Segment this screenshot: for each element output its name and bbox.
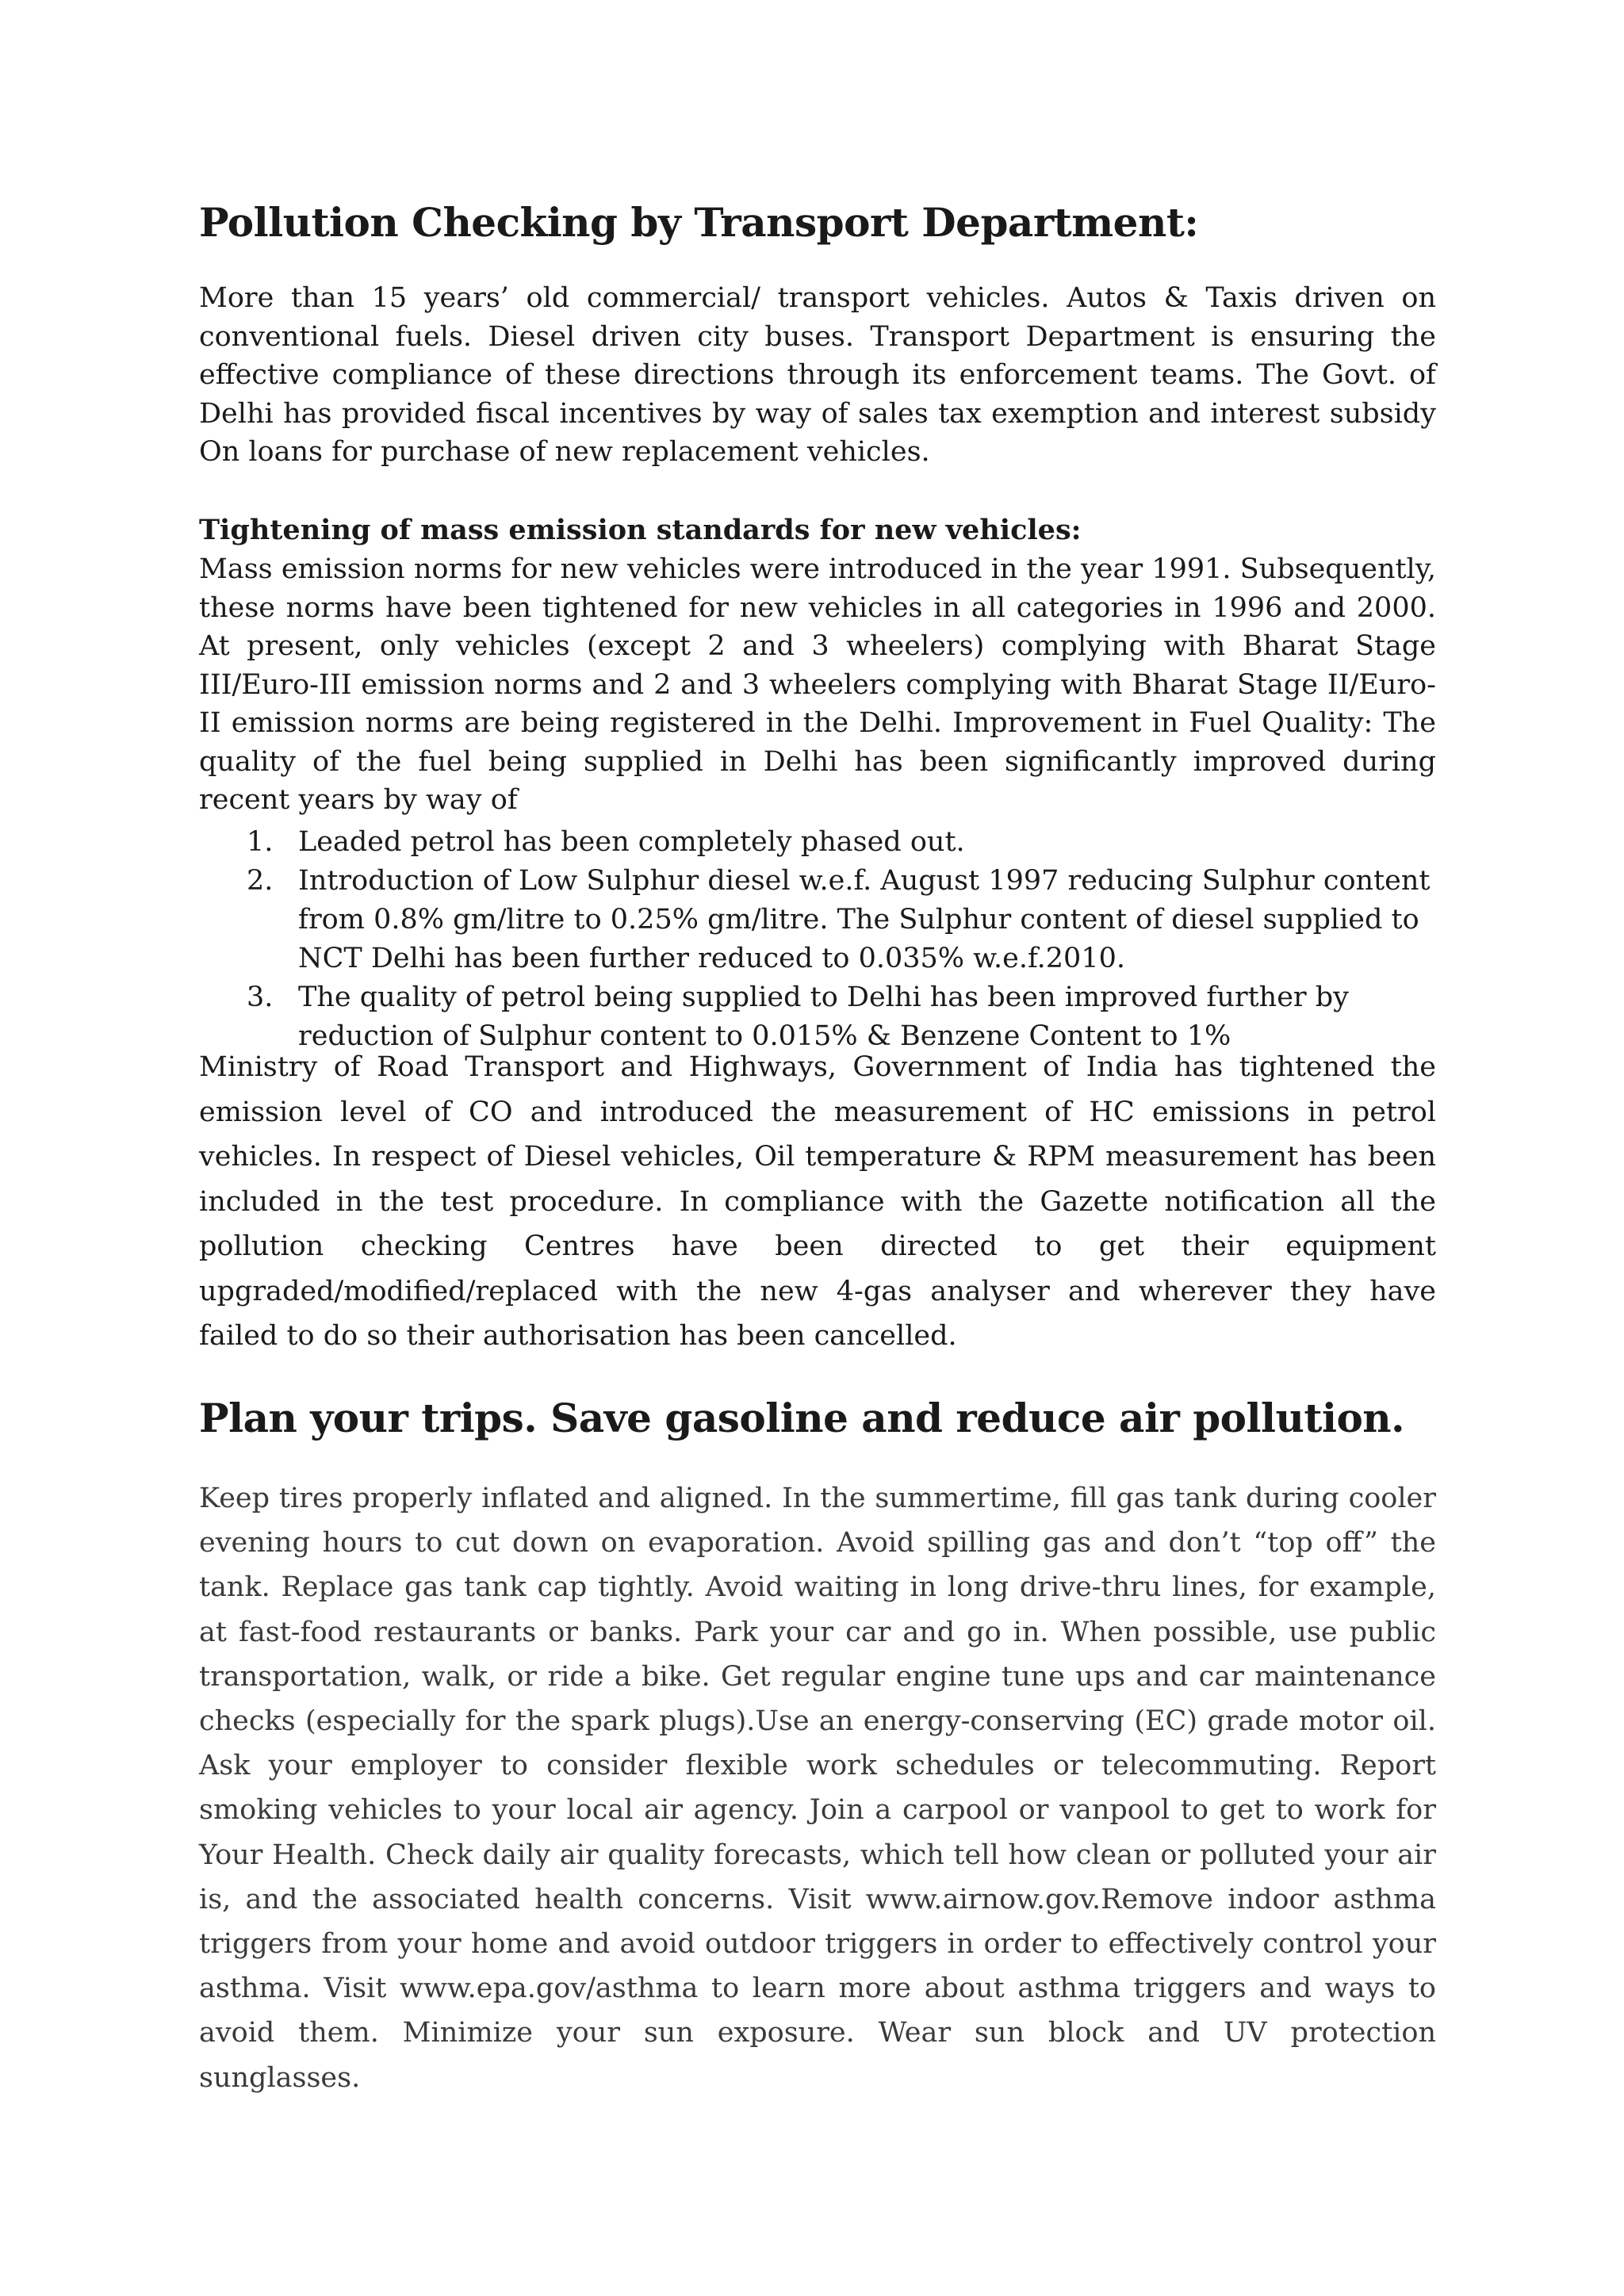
section-heading-pollution-checking: Pollution Checking by Transport Department: <box>199 199 1199 246</box>
list-item-text: Introduction of Low Sulphur diesel w.e.f. August 1997 reducing Sulphur content from 0.8% gm/litre to 0.25% gm/litre. The Sulphur content of diesel supplied to NCT Delhi has been further reduced to 0.035% w.e.f.2010. <box>298 865 1431 974</box>
paragraph-ministry-compliance: Ministry of Road Transport and Highways, Government of India has tightened the emission level of CO and introduced the measurement of HC emissions in petrol vehicles. In respect of Diesel vehicles, Oil temperature & RPM measurement has been included in the test procedure. In compliance with the Gazette notification all the pollution checking Centres have been directed to get their equipment upgraded/modified/replaced with the new 4-gas analyser and wherever they have failed to do so their authorisation has been cancelled. <box>199 1051 1436 1352</box>
list-item <box>199 862 1436 978</box>
paragraph-emission-norms: Mass emission norms for new vehicles were introduced in the year 1991. Subsequently, these norms have been tightened for new vehicles in all categories in 1996 and 2000. At present, only vehicles (except 2 and 3 wheelers) complying with Bharat Stage III/Euro-III emission norms and 2 and 3 wheelers complying with Bharat Stage II/Euro-II emission norms are being registered in the Delhi. Improvement in Fuel Quality: The quality of the fuel being supplied in Delhi has been significantly improved during recent years by way of <box>199 553 1436 816</box>
section-heading-plan-trips: Plan your trips. Save gasoline and reduce air pollution. <box>199 1395 1405 1441</box>
list-item <box>199 823 1436 862</box>
fuel-quality-list <box>199 823 1436 1056</box>
paragraph-pollution-tips: Keep tires properly inflated and aligned. In the summertime, fill gas tank during cooler evening hours to cut down on evaporation. Avoid spilling gas and don’t “top off” the tank. Replace gas tank cap tightly. Avoid waiting in long drive-thru lines, for example, at fast-food restaurants or banks. Park your car and go in. When possible, use public transportation, walk, or ride a bike. Get regular engine tune ups and car maintenance checks (especially for the spark plugs).Use an energy-conserving (EC) grade motor oil. Ask your employer to consider flexible work schedules or telecommuting. Report smoking vehicles to your local air agency. Join a carpool or vanpool to get to work for Your Health. Check daily air quality forecasts, which tell how clean or polluted your air is, and the associated health concerns. Visit www.airnow.gov.Remove indoor asthma triggers from your home and avoid outdoor triggers in order to effectively control your asthma. Visit www.epa.gov/asthma to learn more about asthma triggers and ways to avoid them. Minimize your sun exposure. Wear sun block and UV protection sunglasses. <box>199 1483 1436 2094</box>
list-item-text: Leaded petrol has been completely phased out. <box>298 826 965 858</box>
list-item-number: 3. <box>247 982 274 1013</box>
paragraph-transport-department: More than 15 years’ old commercial/ transport vehicles. Autos & Taxis driven on conventional fuels. Diesel driven city buses. Transport Department is ensuring the effective compliance of these directions through its enforcement teams. The Govt. of Delhi has provided fiscal incentives by way of sales tax exemption and interest subsidy On loans for purchase of new replacement vehicles. <box>199 282 1436 468</box>
list-item-number: 2. <box>247 865 274 897</box>
subheading-emission-standards: Tightening of mass emission standards for new vehicles: <box>199 514 1082 546</box>
list-item-text: The quality of petrol being supplied to Delhi has been improved further by reduction of Sulphur content to 0.015% & Benzene Content to 1% <box>298 982 1349 1052</box>
list-item-number: 1. <box>247 826 274 858</box>
